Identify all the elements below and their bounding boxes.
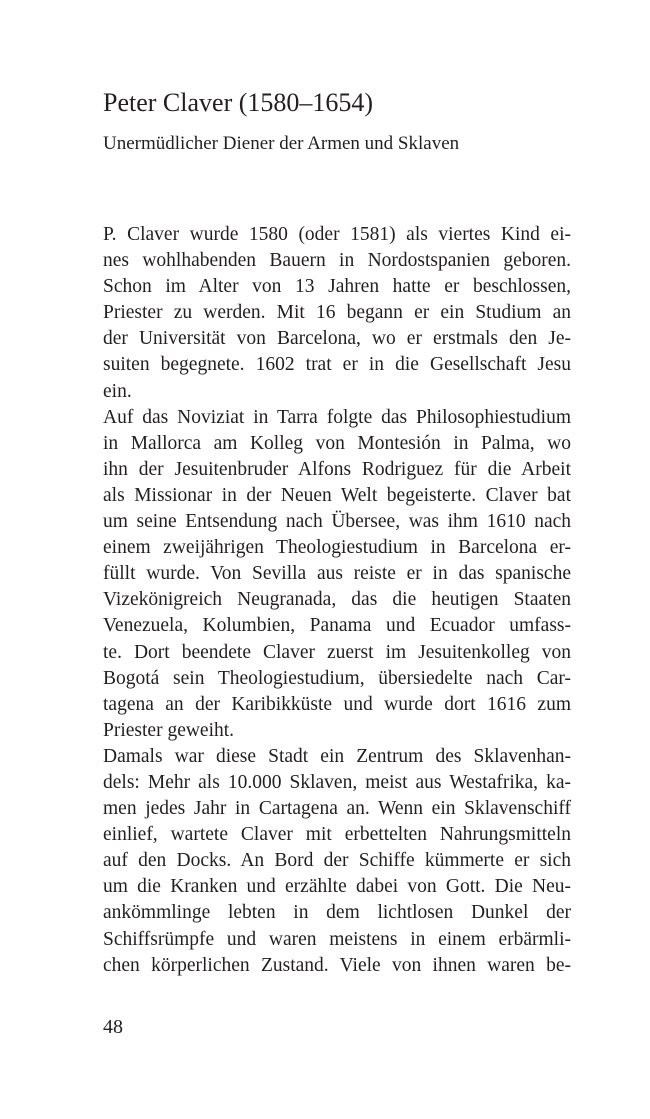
text-line: P. Claver wurde 1580 (oder 1581) als viertes Kind ei-	[103, 224, 571, 245]
text-line: ankömmlinge lebten in dem lichtlosen Dunkel der	[103, 902, 571, 924]
page-number: 48	[103, 1016, 123, 1038]
text-line: füllt wurde. Von Sevilla aus reiste er in das spanische	[103, 563, 571, 585]
text-line: men jedes Jahr in Cartagena an. Wenn ein Sklavenschiff	[103, 798, 571, 820]
text-line: auf den Docks. An Bord der Schiffe kümmerte er sich	[103, 850, 571, 872]
text-line: um die Kranken und erzählte dabei von Gott. Die Neu-	[103, 876, 571, 898]
chapter-title: Peter Claver (1580–1654)	[103, 88, 374, 117]
text-line: dels: Mehr als 10.000 Sklaven, meist aus Westafrika, ka-	[103, 771, 571, 793]
text-line: als Missionar in der Neuen Welt begeisterte. Claver bat	[103, 484, 571, 506]
text-line: einem zweijährigen Theologiestudium in Barcelona er-	[103, 537, 571, 559]
text-line: nes wohlhabenden Bauern in Nordostspanien geboren.	[103, 250, 571, 272]
text-line: Venezuela, Kolumbien, Panama und Ecuador umfass-	[103, 615, 571, 637]
text-line: Schiffsrümpfe und waren meistens in einem erbärmli-	[103, 928, 571, 950]
text-line: tagena an der Karibikküste und wurde dort 1616 zum	[103, 693, 571, 715]
text-line: ein.	[103, 380, 132, 402]
text-line: Schon im Alter von 13 Jahren hatte er beschlossen,	[103, 276, 571, 298]
text-line: der Universität von Barcelona, wo er erstmals den Je-	[103, 328, 571, 350]
text-line: suiten begegnete. 1602 trat er in die Gesellschaft Jesu	[103, 354, 571, 376]
text-line: ihn der Jesuitenbruder Alfons Rodriguez für die Arbeit	[103, 458, 571, 480]
text-line: Bogotá sein Theologiestudium, übersiedelte nach Car-	[103, 667, 571, 689]
text-line: in Mallorca am Kolleg von Montesión in Palma, wo	[103, 432, 571, 454]
text-line: Damals war diese Stadt ein Zentrum des Sklavenhan-	[103, 745, 571, 767]
text-line: Vizekönigreich Neugranada, das die heutigen Staaten	[103, 589, 571, 611]
chapter-subtitle: Unermüdlicher Diener der Armen und Sklaven	[103, 133, 460, 154]
text-line: Priester geweiht.	[103, 719, 235, 741]
body-text	[103, 222, 571, 979]
text-line: te. Dort beendete Claver zuerst im Jesuitenkolleg von	[103, 641, 571, 663]
text-line: Auf das Noviziat in Tarra folgte das Philosophiestudium	[103, 406, 571, 428]
text-line: einlief, wartete Claver mit erbettelten Nahrungsmitteln	[103, 824, 571, 846]
text-line: um seine Entsendung nach Übersee, was ihm 1610 nach	[103, 511, 571, 533]
text-line: Priester zu werden. Mit 16 begann er ein Studium an	[103, 302, 571, 324]
text-line: chen körperlichen Zustand. Viele von ihnen waren be-	[103, 954, 571, 976]
